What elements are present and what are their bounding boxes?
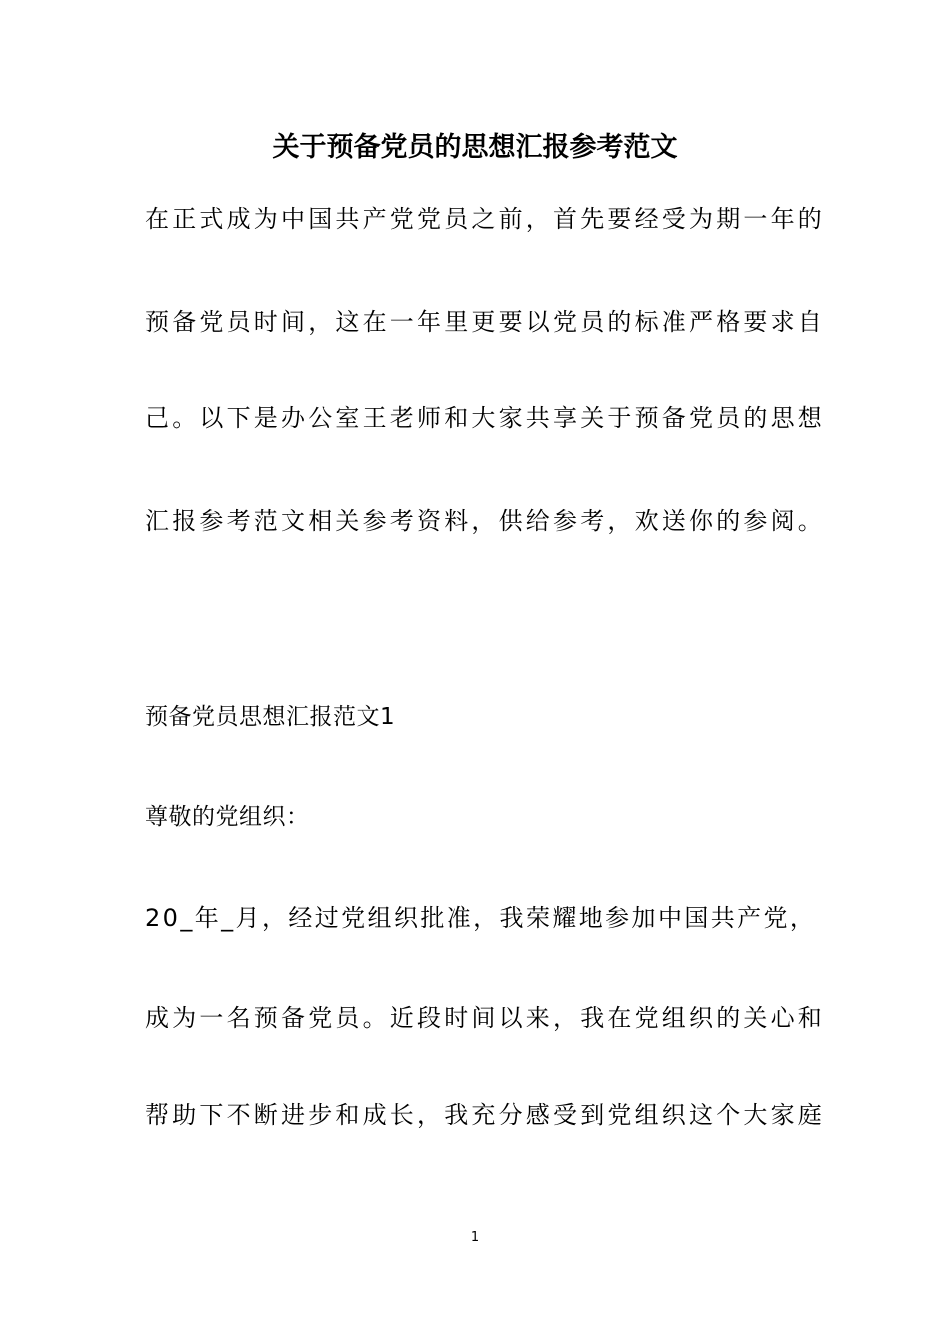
page-number: 1 xyxy=(470,1230,480,1245)
intro-line-1: 在正式成为中国共产党党员之前，首先要经受为期一年的 xyxy=(145,205,825,233)
body-line-3: 帮助下不断进步和成长，我充分感受到党组织这个大家庭 xyxy=(145,1101,825,1129)
document-title: 关于预备党员的思想汇报参考范文 xyxy=(272,132,678,163)
intro-line-3: 己。以下是办公室王老师和大家共享关于预备党员的思想 xyxy=(145,404,825,432)
intro-line-2: 预备党员时间，这在一年里更要以党员的标准严格要求自 xyxy=(145,308,825,336)
salutation: 尊敬的党组织： xyxy=(145,804,310,830)
section-heading: 预备党员思想汇报范文1 xyxy=(145,704,396,730)
body-line-1: 20_年_月，经过党组织批准，我荣耀地参加中国共产党， xyxy=(145,904,817,932)
body-line-2: 成为一名预备党员。近段时间以来，我在党组织的关心和 xyxy=(145,1004,825,1032)
intro-line-4: 汇报参考范文相关参考资料，供给参考，欢送你的参阅。 xyxy=(145,507,825,535)
